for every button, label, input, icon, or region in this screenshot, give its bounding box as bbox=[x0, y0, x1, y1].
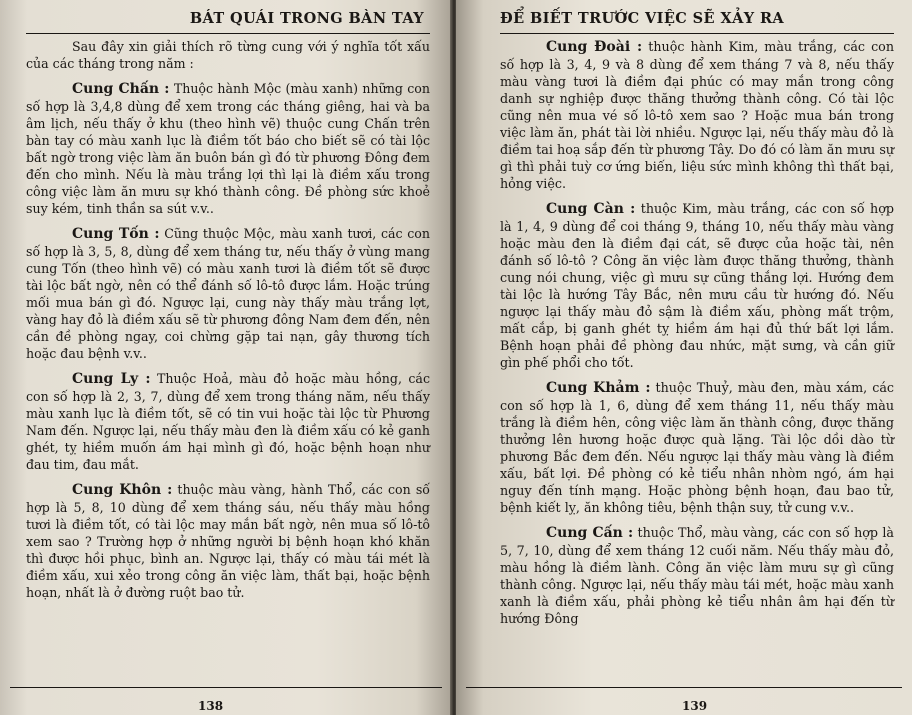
section-text: Cũng thuộc Mộc, màu xanh tươi, các con số hợp là 3, 5, 8, dùng để xem tháng tư, nếu thấy ở vùng mang cung Tốn (theo hình vẽ) có màu xanh tươi là điềm tốt sẽ được tài lộc bất ngờ, nên có thể đánh số lô-tô được lắm. Hoặc trúng mối mua bán gì đó. Ngược lại, cung này thấy màu trắng lợt, vàng hay đỏ là điềm xấu sẽ từ phương đông Nam đem đến, nên cần đề phòng ngay, coi chừng gặp tai nạn, gây thương tích hoặc đau bệnh v.v.. bbox=[26, 226, 431, 361]
section-paragraph bbox=[500, 38, 894, 192]
right-page-footer bbox=[456, 685, 912, 715]
right-running-title: ĐỂ BIẾT TRƯỚC VIỆC SẼ XẢY RA bbox=[500, 10, 785, 27]
section-paragraph bbox=[26, 225, 430, 362]
section-paragraph bbox=[500, 200, 894, 371]
left-page-header bbox=[26, 0, 430, 34]
section-paragraph bbox=[26, 370, 430, 473]
section-text: thuộc Thổ, màu vàng, các con số hợp là 5, 7, 10, dùng để xem tháng 12 cuối năm. Nếu thấy màu đỏ, màu hồng là điềm lành. Công ăn việc làm mưu sự gì cũng thành công. Ngược lại, nếu thấy màu tái mét, hoặc màu xanh xanh là điềm xấu, phải phòng kẻ tiểu nhân âm hại đến từ hướng Đông bbox=[500, 525, 894, 626]
section-paragraph bbox=[26, 80, 430, 217]
section-term: Cung Càn : bbox=[546, 201, 636, 217]
section-paragraph bbox=[500, 524, 894, 627]
section-term: Cung Ly : bbox=[72, 371, 151, 387]
right-page bbox=[456, 0, 912, 715]
section-term: Cung Chấn : bbox=[72, 81, 170, 97]
section-term: Cung Khôn : bbox=[72, 482, 173, 498]
footer-rule bbox=[466, 687, 902, 688]
page-number: 139 bbox=[682, 699, 708, 713]
right-page-header bbox=[500, 0, 894, 34]
page-number: 138 bbox=[198, 699, 224, 713]
section-term: Cung Đoài : bbox=[546, 39, 643, 55]
section-term: Cung Tốn : bbox=[72, 226, 160, 242]
left-running-title: BÁT QUÁI TRONG BÀN TAY bbox=[189, 10, 424, 27]
section-text: thuộc hành Kim, màu trắng, các con số hợp là 3, 4, 9 và 8 dùng để xem tháng 7 và 8, nếu thấy màu vàng tươi là điềm đại phúc có may mắn trong công danh sự nghiệp được thăng thưởng thành công. Có tài lộc cũng nên mua vé số lô-tô xem sao ? Hoặc mua bán trong việc làm ăn, phát tài lời nhiều. Ngược lại, nếu thấy màu đỏ là điềm tai hoạ sắp đến từ phương Tây. Do đó có làm ăn mưu sự gì thì phải tuỳ cơ ứng biến, liệu sức mình không thì thất bại, hỏng việc. bbox=[500, 39, 894, 191]
section-paragraph bbox=[26, 481, 430, 601]
section-term: Cung Cấn : bbox=[546, 525, 634, 541]
section-text: thuộc màu vàng, hành Thổ, các con số hợp là 5, 8, 10 dùng để xem tháng sáu, nếu thấy màu hồng tươi là điềm tốt, có tài lộc may mắn bất ngờ, nên mua số lô-tô xem sao ? Trường hợp ở những người bị bệnh hoạn khó khăn thì được hồi phục, bình an. Ngược lại, thấy có màu tái mét là điềm xấu, xui xẻo trong công ăn việc làm, thất bại, hoặc bệnh hoạn, nhất là ở đường ruột bao tử. bbox=[26, 482, 430, 600]
section-text: Thuộc hành Mộc (màu xanh) những con số hợp là 3,4,8 dùng để xem trong các tháng giêng, hai và ba âm lịch, nếu thấy ở khu (theo hình vẽ) thuộc cung Chấn trên bàn tay có màu xanh lục là điềm tốt báo cho biết sẽ có tài lộc bất ngờ trong việc làm ăn buôn bán gì đó từ phương Đông đem đến cho mình. Nếu là màu trắng lợi thì lại là điềm xấu trong công việc làm ăn mưu sự khó thành công. Đề phòng sức khoẻ suy kém, tinh thần sa sút v.v.. bbox=[26, 81, 430, 216]
section-paragraph bbox=[500, 379, 894, 516]
footer-rule bbox=[10, 687, 442, 688]
header-rule bbox=[500, 33, 894, 34]
section-text: thuộc Thuỷ, màu đen, màu xám, các con số hợp là 1, 6, dùng để xem tháng 11, nếu thấy màu trắng là điềm hên, công việc làm ăn thành công, được thăng thưởng lên hương hoặc được quà lặng. Tài lộc dồi dào từ phương Bắc đem đến. Nếu ngược lại thấy màu vàng là điềm xấu, bất lợi. Đề phòng có kẻ tiểu nhân nhòm ngó, ám hại nguy đến tính mạng. Hoặc phòng bệnh hoạn, đau bao tử, bệnh kiết lỵ, ăn không tiêu, bệnh thận suy, tử cung v.v.. bbox=[500, 380, 894, 515]
section-text: Thuộc Hoả, màu đỏ hoặc màu hồng, các con số hợp là 2, 3, 7, dùng để xem trong tháng năm, nếu thấy màu xanh lục là điềm tốt, sẽ có tin vui hoặc tài lộc từ Phương Nam đến. Ngược lại, nếu thấy màu đen là điềm xấu có kẻ ganh ghét, tỵ hiềm muốn ám hại mình gì đó, hoặc bệnh hoạn như đau tim, đau mắt. bbox=[26, 371, 430, 472]
section-text: thuộc Kim, màu trắng, các con số hợp là 1, 4, 9 dùng để coi tháng 9, tháng 10, nếu thấy màu vàng hoặc màu đen là điềm đại cát, sẽ được của hoặc tài, nên đánh số lô-tô ? Công ăn việc làm được thăng thưởng, thành cung nói chung, việc gì mưu sự cũng thắng lợi. Hướng đem tài lộc là hướng Tây Bắc, nên mưu cầu từ hướng đó. Nếu ngược lại thấy màu đỏ sậm là điềm xấu, phòng mất trộm, mất cắp, bị ganh ghét tỵ hiềm ám hại đủ thứ bất lợi lắm. Bệnh hoạn phải đề phòng đau nhức, mặt sưng, và cần giữ gìn phế phổi cho tốt. bbox=[500, 201, 894, 370]
section-term: Cung Khảm : bbox=[546, 380, 651, 396]
left-page-footer bbox=[0, 685, 452, 715]
right-page-body bbox=[500, 34, 894, 627]
left-page-body bbox=[26, 34, 430, 601]
header-rule bbox=[26, 33, 430, 34]
intro-paragraph: Sau đây xin giải thích rõ từng cung với ý nghĩa tốt xấu của các tháng trong năm : bbox=[26, 39, 430, 71]
left-page bbox=[0, 0, 452, 715]
